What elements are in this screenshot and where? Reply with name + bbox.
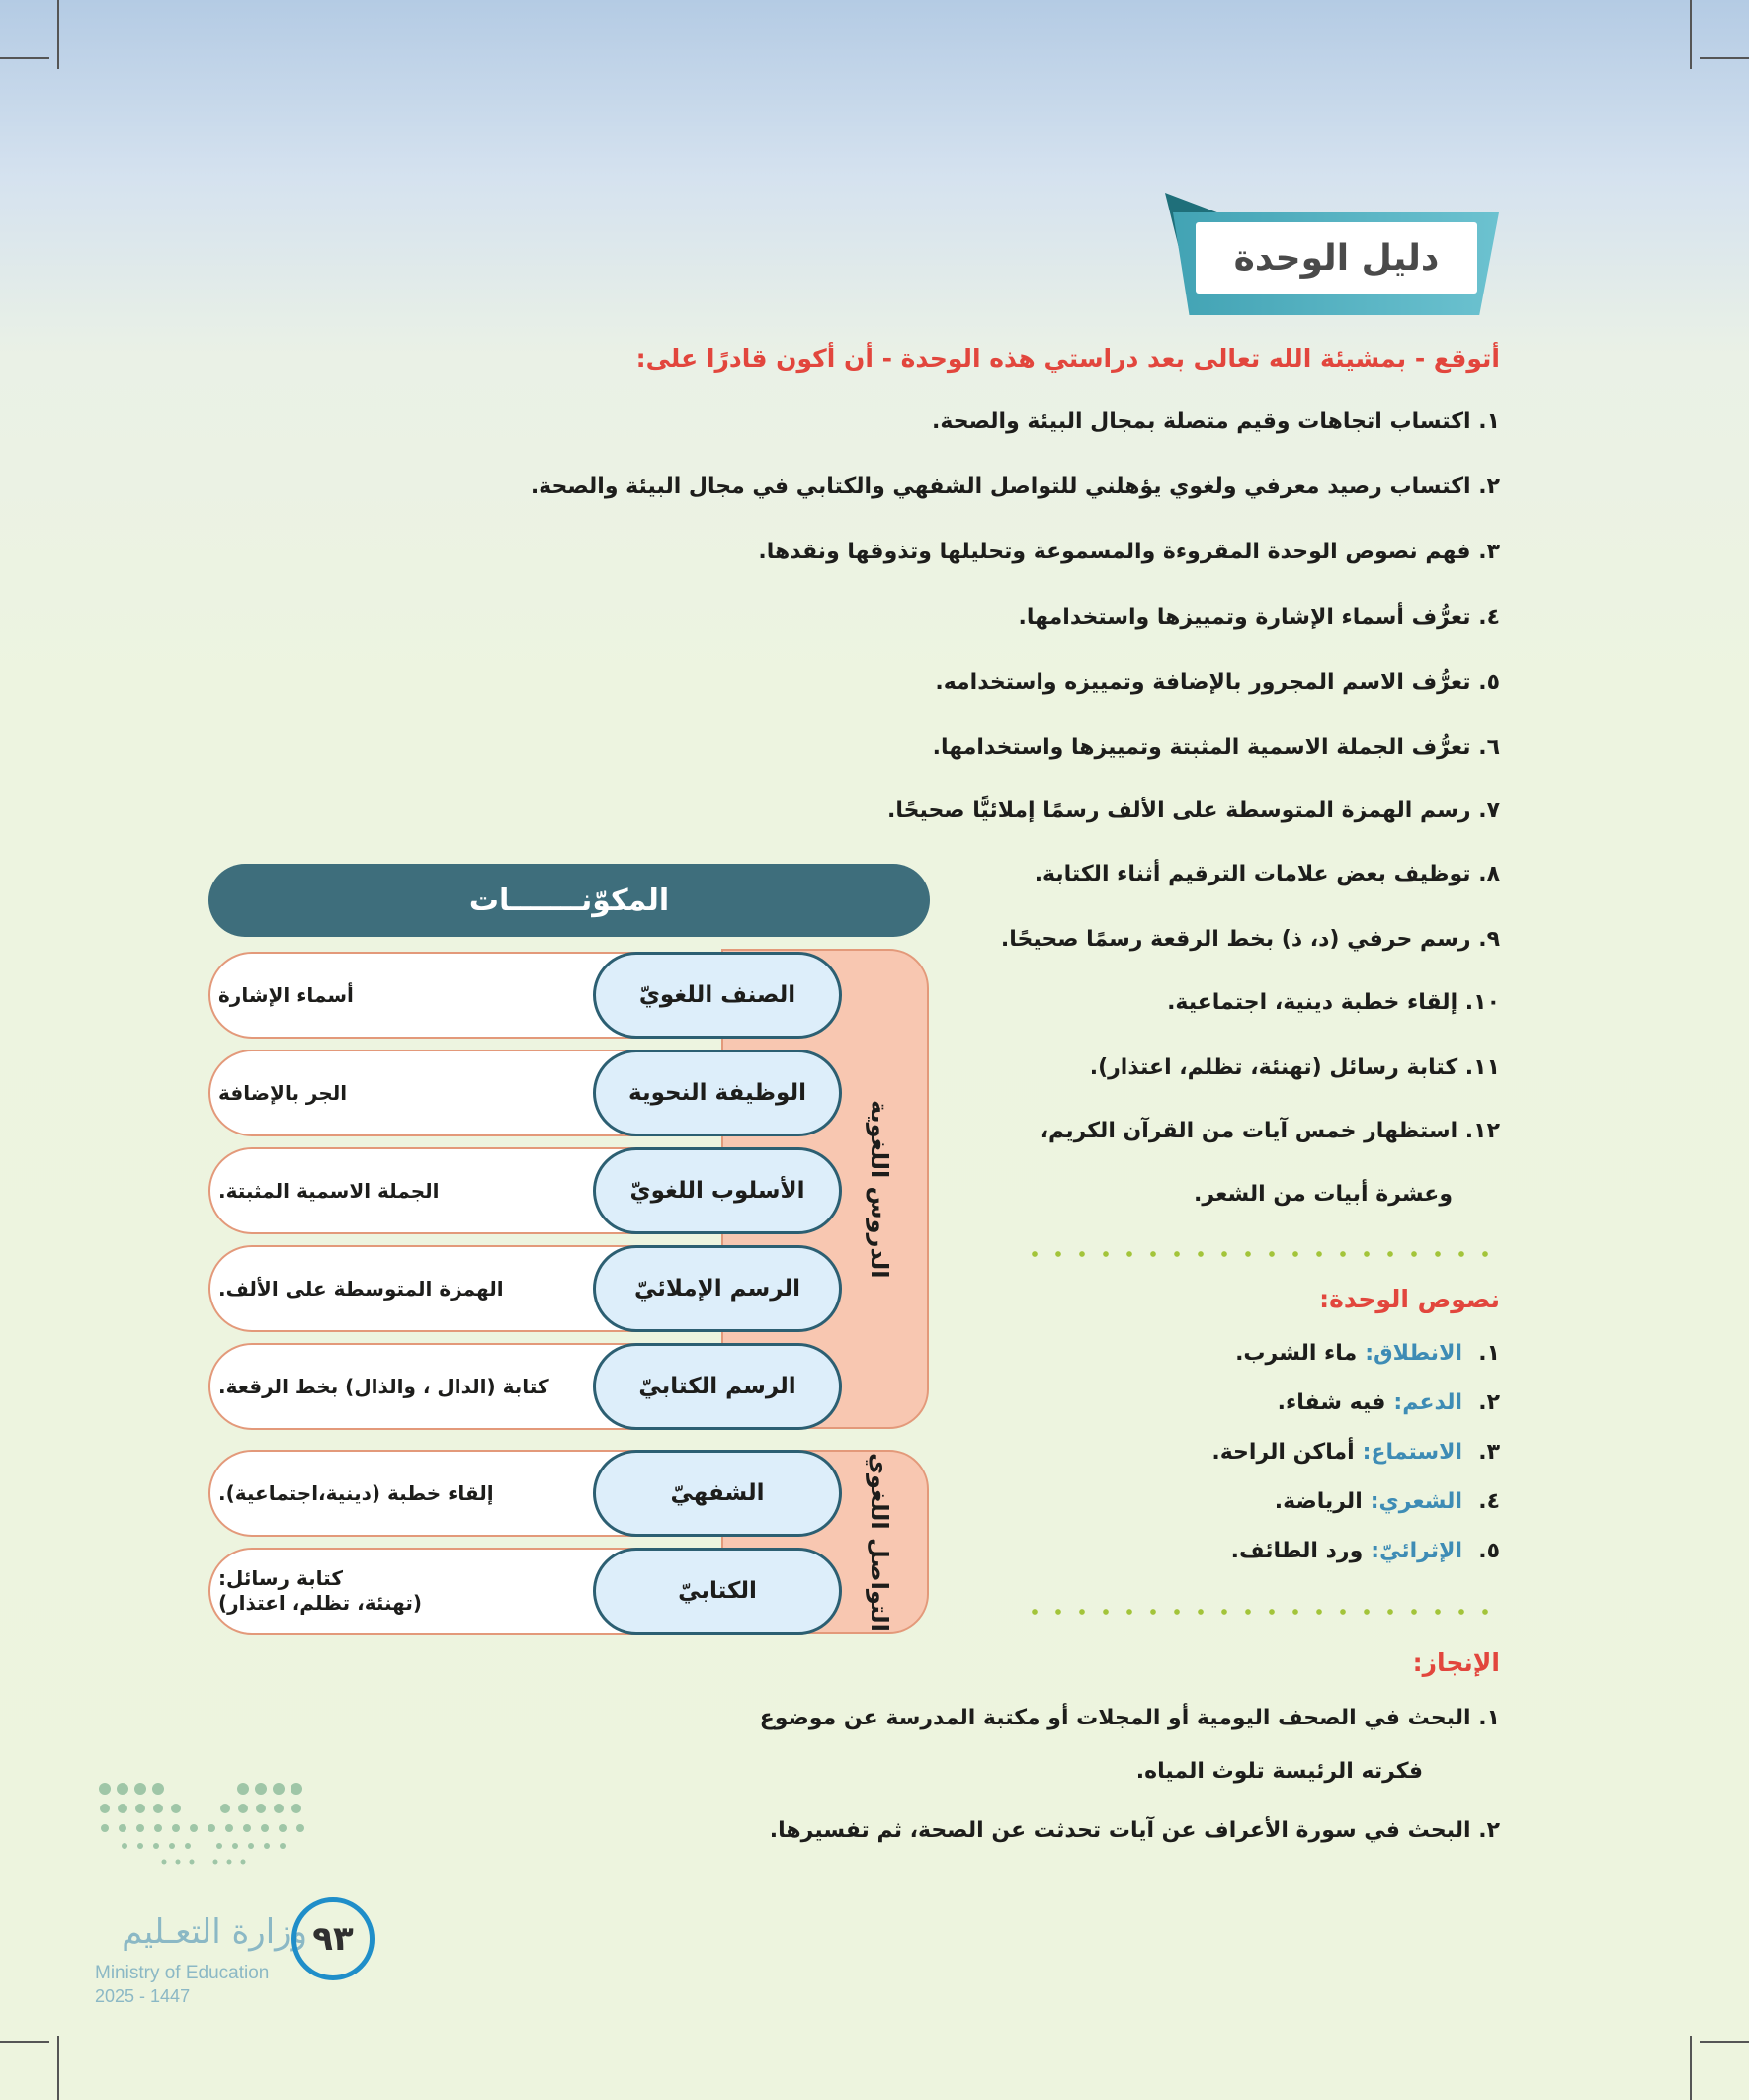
- component-name-pill: الرسم الكتابيّ: [593, 1343, 842, 1430]
- objective-item: ١٠. إلقاء خطبة دينية، اجتماعية.: [1167, 990, 1500, 1015]
- crop-mark: [0, 2041, 49, 2043]
- component-name-pill: الأسلوب اللغويّ: [593, 1147, 842, 1234]
- ministry-year: 2025 - 1447: [95, 1986, 191, 2006]
- crop-mark: [1690, 2036, 1692, 2100]
- crop-mark: [1700, 2041, 1749, 2043]
- objective-item: ١١. كتابة رسائل (تهنئة، تظلم، اعتذار).: [1089, 1055, 1500, 1080]
- group-label-communication: التواصل اللغوي: [866, 1452, 893, 1632]
- objective-item-continued: وعشرة أبيات من الشعر.: [1194, 1182, 1453, 1207]
- crop-mark: [57, 0, 59, 69]
- component-name-pill: الوظيفة النحوية: [593, 1050, 842, 1136]
- page-title: دليل الوحدة: [1196, 222, 1477, 294]
- ministry-name-arabic: وزارة التعـليم: [122, 1912, 307, 1952]
- component-name-pill: الصنف اللغويّ: [593, 952, 842, 1039]
- components-header: المكوّنـــــــات: [208, 864, 930, 937]
- objective-item: ٣. فهم نصوص الوحدة المقروءة والمسموعة وتحليلها وتذوقها ونقدها.: [758, 540, 1500, 564]
- component-value: كتابة (الدال ، والذال) بخط الرقعة.: [218, 1374, 549, 1398]
- ministry-logo-icon: [95, 1779, 312, 1888]
- text-item: ١. الانطلاق: ماء الشرب.: [1235, 1340, 1500, 1366]
- objective-item: ١. اكتساب اتجاهات وقيم متصلة بمجال البيئة والصحة.: [932, 409, 1500, 434]
- component-value: أسماء الإشارة: [218, 982, 354, 1007]
- objective-item: ٤. تعرُّف أسماء الإشارة وتمييزها واستخدامها.: [1018, 605, 1500, 630]
- objective-item: ٩. رسم حرفي (د، ذ) بخط الرقعة رسمًا صحيحًا.: [1000, 927, 1500, 952]
- component-value: الجر بالإضافة: [218, 1080, 348, 1105]
- achievement-title: الإنجاز:: [1412, 1648, 1500, 1677]
- component-name-pill: الرسم الإملائيّ: [593, 1245, 842, 1332]
- crop-mark: [0, 57, 49, 59]
- dotted-divider: [1023, 1251, 1497, 1257]
- text-item: ٤. الشعري: الرياضة.: [1274, 1488, 1500, 1514]
- title-banner: [1151, 193, 1507, 331]
- text-item: ٢. الدعم: فيه شفاء.: [1277, 1389, 1500, 1415]
- achievement-item: ١. البحث في الصحف اليومية أو المجلات أو مكتبة المدرسة عن موضوع: [759, 1706, 1500, 1730]
- component-value: كتابة رسائل: (تهنئة، تظلم، اعتذار): [218, 1566, 423, 1615]
- component-value: الجملة الاسمية المثبتة.: [218, 1178, 440, 1203]
- dotted-divider: [1023, 1609, 1497, 1615]
- component-value: الهمزة المتوسطة على الألف.: [218, 1276, 504, 1301]
- crop-mark: [1700, 57, 1749, 59]
- component-value: إلقاء خطبة (دينية،اجتماعية).: [218, 1480, 494, 1505]
- objectives-intro: أتوقع - بمشيئة الله تعالى بعد دراستي هذه الوحدة - أن أكون قادرًا على:: [635, 344, 1500, 373]
- objective-item: ٥. تعرُّف الاسم المجرور بالإضافة وتمييزه واستخدامه.: [935, 670, 1500, 695]
- achievement-item: ٢. البحث في سورة الأعراف عن آيات تحدثت عن الصحة، ثم تفسيرها.: [769, 1818, 1500, 1843]
- crop-mark: [57, 2036, 59, 2100]
- ministry-name-english: Ministry of Education: [95, 1963, 270, 1983]
- component-name-pill: الشفهيّ: [593, 1450, 842, 1537]
- text-item: ٣. الاستماع: أماكن الراحة.: [1211, 1439, 1500, 1465]
- objective-item: ٧. رسم الهمزة المتوسطة على الألف رسمًا إملائيًّا صحيحًا.: [887, 798, 1500, 823]
- objective-item: ٦. تعرُّف الجملة الاسمية المثبتة وتمييزها واستخدامها.: [932, 735, 1500, 760]
- page-number: ٩٣: [292, 1897, 375, 1980]
- objective-item: ١٢. استظهار خمس آيات من القرآن الكريم،: [1040, 1119, 1500, 1143]
- crop-mark: [1690, 0, 1692, 69]
- objective-item: ٨. توظيف بعض علامات الترقيم أثناء الكتابة.: [1034, 862, 1500, 886]
- achievement-item-continued: فكرته الرئيسة تلوث المياه.: [1135, 1759, 1423, 1784]
- text-item: ٥. الإثرائيّ: ورد الطائف.: [1230, 1538, 1500, 1563]
- component-name-pill: الكتابيّ: [593, 1548, 842, 1635]
- group-label-language-lessons: الدروس اللغوية: [866, 1099, 893, 1279]
- objective-item: ٢. اكتساب رصيد معرفي ولغوي يؤهلني للتواصل الشفهي والكتابي في مجال البيئة والصحة.: [530, 474, 1500, 499]
- texts-title: نصوص الوحدة:: [1319, 1285, 1500, 1313]
